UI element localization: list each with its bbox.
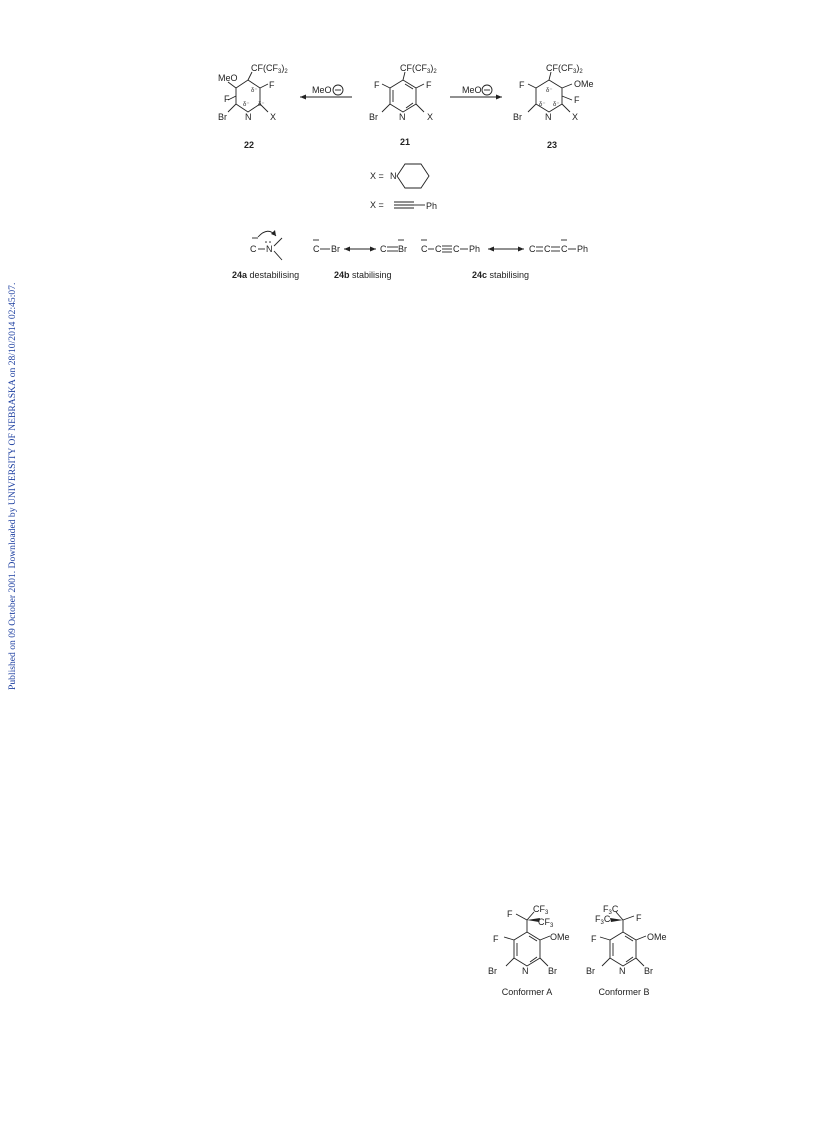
alkyne-bond [394,202,425,208]
caption-24c: 24c stabilising [472,270,530,280]
x-definition-piperidine: X = [370,171,384,181]
f-label-21b: F [426,80,432,90]
br-label-23: Br [513,112,522,122]
meo-label-22: MeO [218,73,238,83]
conformer-a-structure [488,904,570,976]
conf-a-br-right: Br [548,966,557,976]
carbanion-c-label: C [250,244,257,254]
conf-b-br-left: Br [586,966,595,976]
f-label-21a: F [374,80,380,90]
conformer-a-label: Conformer A [501,987,553,997]
reagent-label-right: MeO [462,85,482,95]
br-label-24b-left: Br [331,244,340,254]
delta-label-23b: δ⁻ [539,102,546,108]
n-label-23: N [545,112,552,122]
br-label-21: Br [369,112,378,122]
c-label-24c-e: C [544,244,551,254]
caption-24a: 24a destabilising [232,270,300,280]
ph-label-24c-left: Ph [469,244,481,254]
resonance-24c [421,240,588,254]
conf-a-f-ring: F [493,934,499,944]
br-label-22: Br [218,112,227,122]
delta-label-22b: δ⁻ [243,102,250,108]
f-label-22b: F [269,80,275,90]
f-label-23a: F [519,80,525,90]
conf-b-f3c-side: $F_3C$ [595,914,611,926]
cf-substituent-23: $CF(CF_3)_2$ [546,63,583,75]
c-label-24b-right: C [380,244,387,254]
compound-21-structure [369,63,437,122]
x-label-21: X [427,112,434,122]
ph-label-24c-right: Ph [577,244,589,254]
conformer-b-structure [586,904,667,976]
n-label-21: N [399,112,406,122]
compound-22-structure [218,63,288,122]
conf-a-br-left: Br [488,966,497,976]
delta-label-22c: δ⁻ [258,102,265,108]
conf-a-ome: OMe [550,932,570,942]
c-label-24c-b: C [435,244,442,254]
x-label-23: X [572,112,579,122]
conf-b-f-ring: F [591,934,597,944]
c-label-24c-f: C [561,244,568,254]
c-label-24c-d: C [529,244,536,254]
caption-24b: 24b stabilising [334,270,392,280]
delta-label-23c: δ⁻ [553,102,560,108]
conf-b-br-right: Br [644,966,653,976]
br-label-24b-right: Br [398,244,407,254]
f-label-23b: F [574,95,580,105]
cf-substituent-22: $CF(CF_3)_2$ [251,63,288,75]
compound-22-label: 22 [243,140,255,150]
conf-b-ome: OMe [647,932,667,942]
compound-23-structure [513,63,594,122]
piperidine-ring [397,164,429,188]
alkyne-ph-label: Ph [426,201,438,211]
reagent-label-left: MeO [312,85,332,95]
conf-a-cf3-top: $CF_3$ [533,904,549,916]
piperidine-n-label: N [390,171,397,181]
conf-b-f-top: F [636,913,642,923]
f-label-22a: F [224,94,230,104]
resonance-24b [313,240,407,254]
conf-b-n: N [619,966,626,976]
ome-label-23: OMe [574,79,594,89]
conf-a-f-top: F [507,909,513,919]
resonance-24a [250,230,282,260]
compound-23-label: 23 [546,140,558,150]
cf-substituent-21: $CF(CF_3)_2$ [400,63,437,75]
n-label-22: N [245,112,252,122]
amine-n-label: N [266,244,273,254]
conf-a-cf3-side: $CF_3$ [538,917,554,929]
publication-side-note: Published on 09 October 2001. Downloaded by UNIVERSITY OF NEBRASKA on 28/10/2014 02:45:07. [7,282,18,690]
compound-21-label: 21 [399,137,411,147]
x-label-22: X [270,112,277,122]
c-label-24c-a: C [421,244,428,254]
conf-a-n: N [522,966,529,976]
delta-label-23a: δ⁻ [546,88,553,94]
conformer-b-label: Conformer B [598,987,650,997]
c-label-24b-left: C [313,244,320,254]
conf-b-f3c-top: $F_3C$ [603,904,619,916]
delta-label-22a: δ⁻ [251,88,258,94]
x-definition-alkyne: X = [370,200,384,210]
c-label-24c-c: C [453,244,460,254]
